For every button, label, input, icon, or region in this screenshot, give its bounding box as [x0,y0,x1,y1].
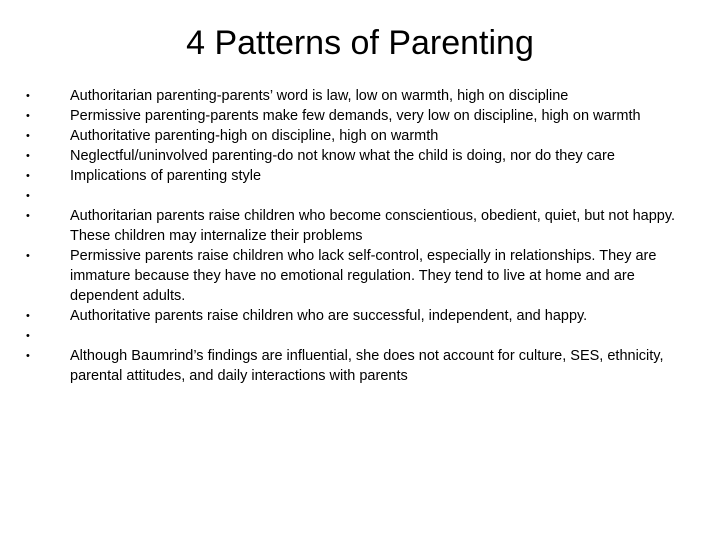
bullet-dot-icon: • [26,330,30,342]
bullet-dot-icon: • [26,190,30,202]
bullet-dot-icon: • [26,250,30,262]
bullet-dot-icon: • [26,350,30,362]
bullet-text: Neglectful/uninvolved parenting-do not know what the child is doing, nor do they care [70,148,615,164]
bullet-text: Authoritative parents raise children who are successful, independent, and happy. [70,308,588,324]
bullet-item [26,146,686,166]
bullet-text: Authoritarian parenting-parents’ word is law, low on warmth, high on discipline [70,88,569,104]
bullet-text: Authoritarian parents raise children who become conscientious, obedient, quiet, but not happy. These children may internalize their problems [70,208,676,244]
bullet-dot-icon: • [26,210,30,222]
bullet-item [26,166,686,186]
bullet-text: Although Baumrind’s findings are influential, she does not account for culture, SES, ethnicity, parental attitudes, and daily interactions with parents [70,348,664,384]
slide-title: 4 Patterns of Parenting [186,24,534,62]
bullet-item [26,126,686,146]
bullet-dot-icon: • [26,90,30,102]
bullet-item [26,206,686,246]
bullet-dot-icon: • [26,110,30,122]
bullet-item [26,246,686,306]
bullet-list [26,86,686,386]
bullet-text: Authoritative parenting-high on discipline, high on warmth [70,128,439,144]
bullet-item-empty [26,326,686,346]
bullet-dot-icon: • [26,310,30,322]
bullet-text: Permissive parents raise children who lack self-control, especially in relationships. They are immature because they have no emotional regulation. They tend to live at home and are dependent adults. [70,248,657,304]
bullet-text: Permissive parenting-parents make few demands, very low on discipline, high on warmth [70,108,641,124]
bullet-text: Implications of parenting style [70,168,262,184]
bullet-item [26,306,686,326]
bullet-item-empty [26,186,686,206]
bullet-item [26,86,686,106]
bullet-dot-icon: • [26,150,30,162]
bullet-dot-icon: • [26,170,30,182]
bullet-item [26,346,686,386]
bullet-item [26,106,686,126]
bullet-dot-icon: • [26,130,30,142]
